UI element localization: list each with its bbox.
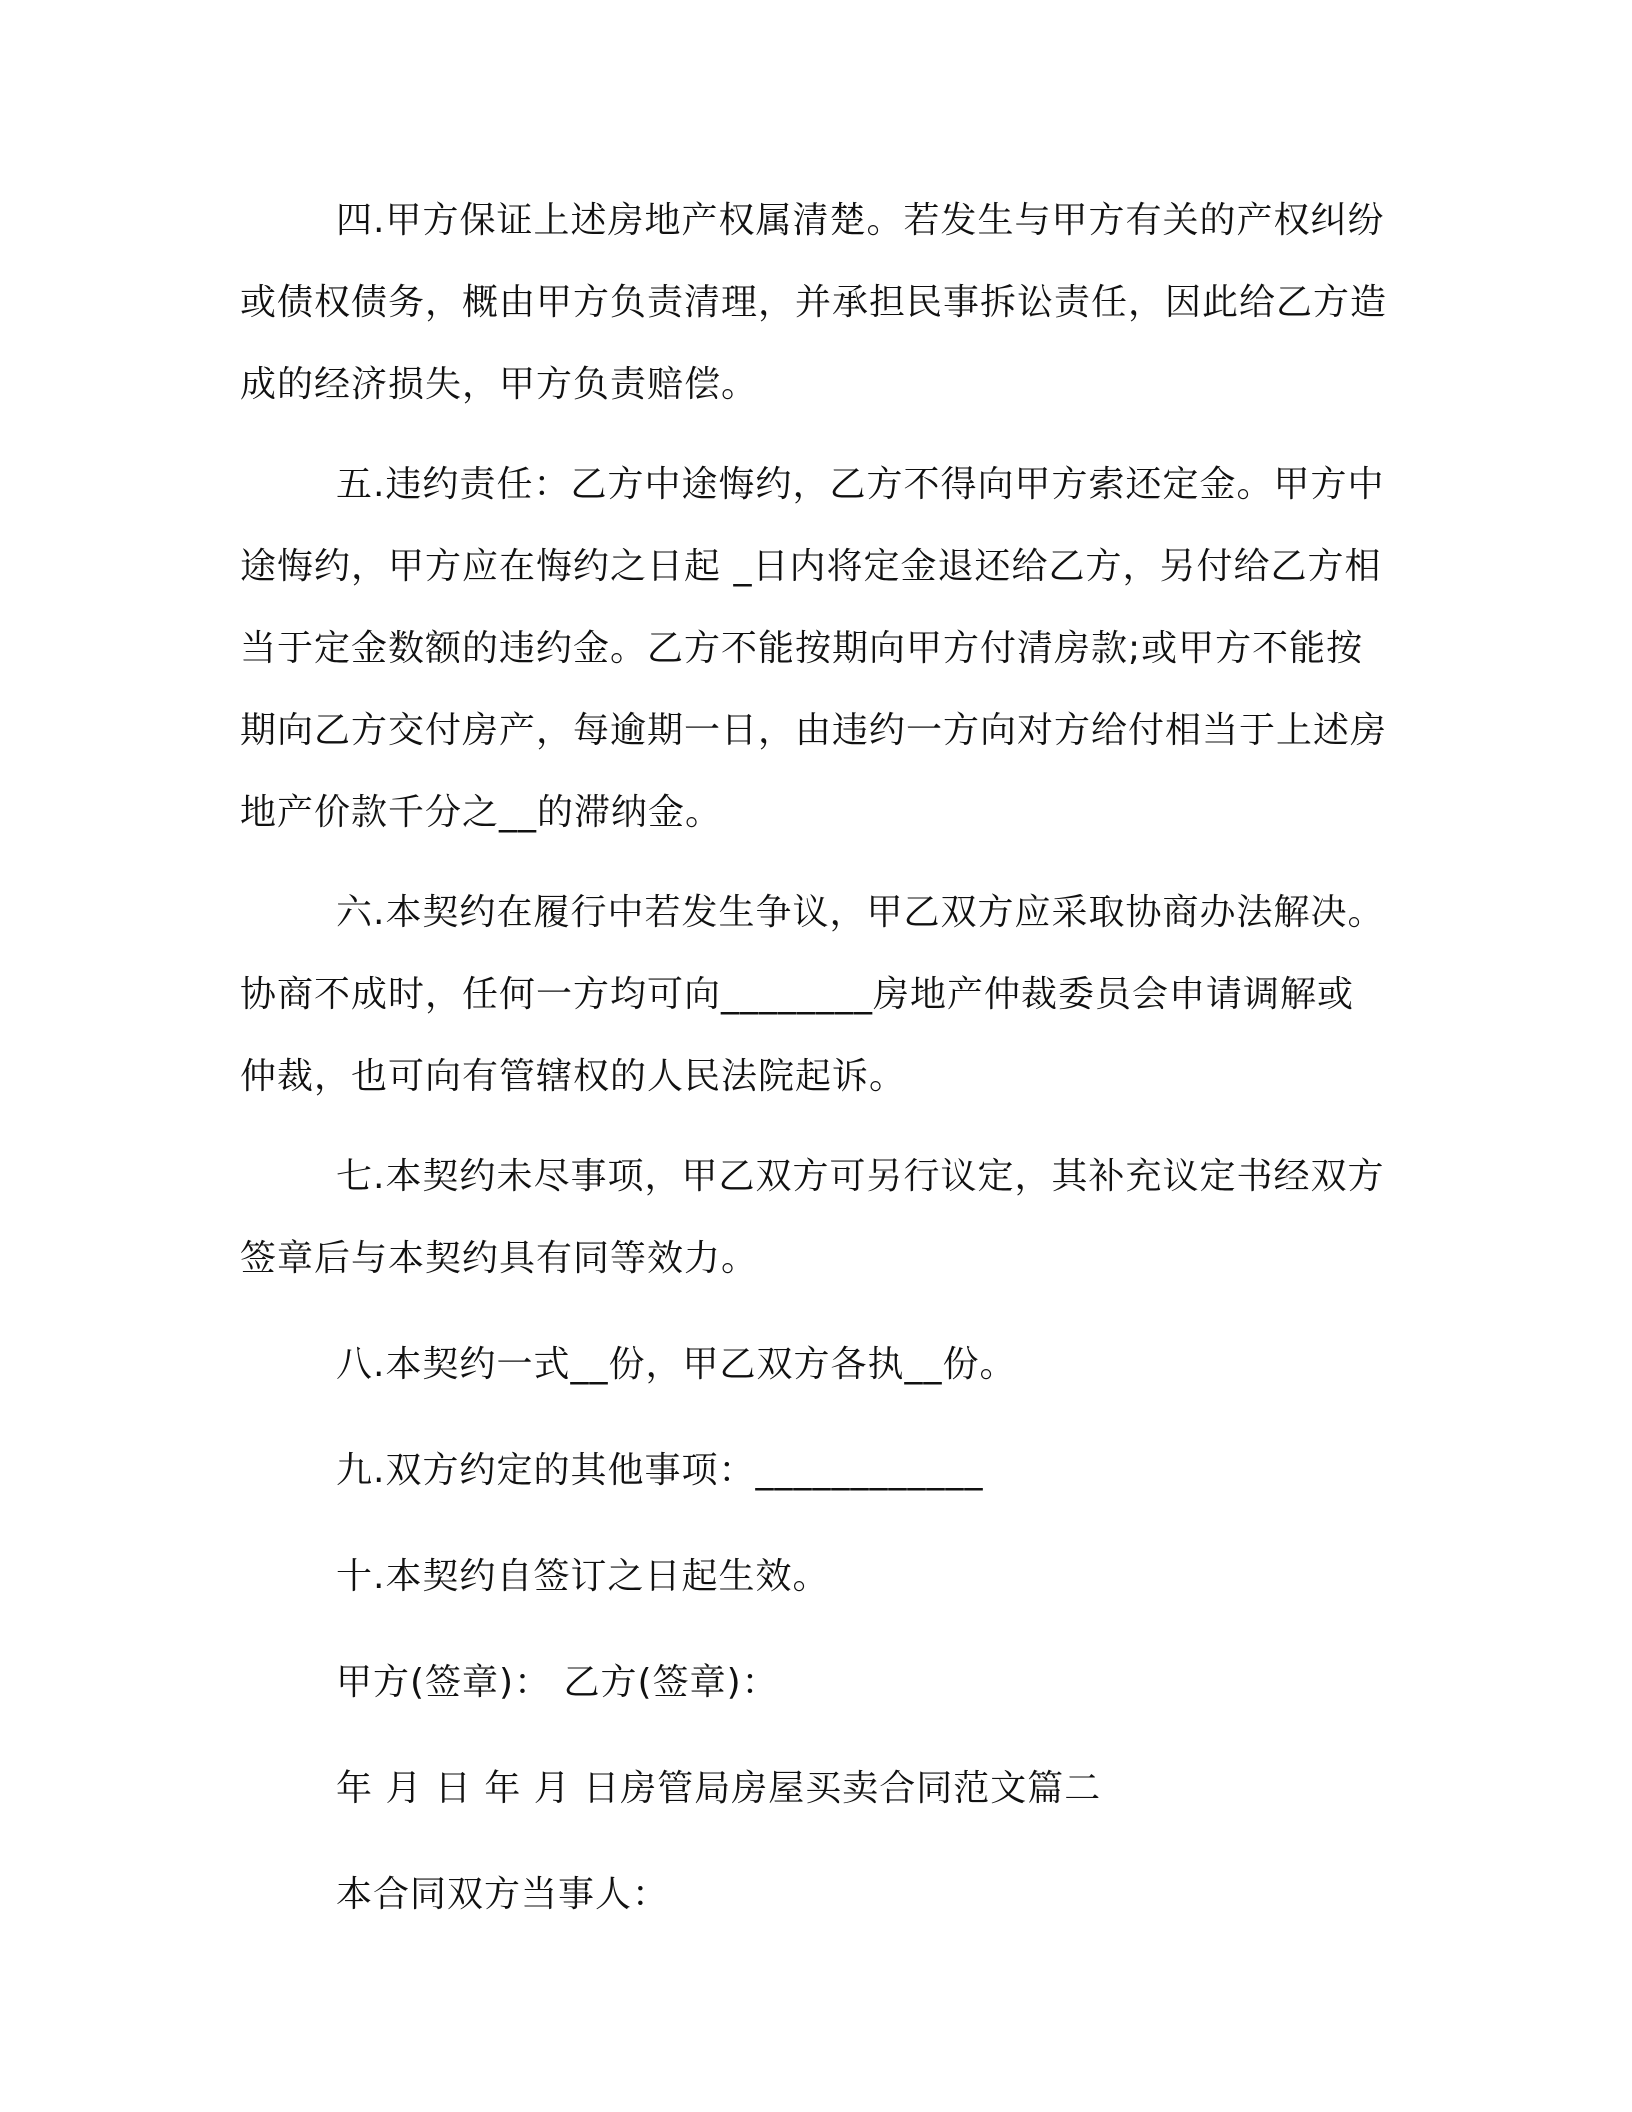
clause-4-paragraph: 四.甲方保证上述房地产权属清楚。若发生与甲方有关的产权纠纷或债权债务，概由甲方负责清理，并承担民事拆讼责任，因此给乙方造成的经济损失，甲方负责赔偿。 (240, 200, 1388, 405)
clause-8-paragraph: 八.本契约一式__份，甲乙双方各执__份。 (336, 1344, 1017, 1385)
parties-intro: 本合同双方当事人： (336, 1874, 670, 1915)
signature-line: 甲方(签章)： 乙方(签章)： (336, 1662, 779, 1703)
clause-9-paragraph: 九.双方约定的其他事项：____________ (336, 1450, 984, 1491)
date-and-section-heading: 年 月 日 年 月 日房管局房屋买卖合同范文篇二 (336, 1768, 1102, 1809)
document-body (240, 180, 1390, 1936)
clause-10-paragraph: 十.本契约自签订之日起生效。 (336, 1556, 830, 1597)
clause-7-paragraph: 七.本契约未尽事项，甲乙双方可另行议定，其补充议定书经双方签章后与本契约具有同等效力。 (240, 1156, 1385, 1279)
clause-6-paragraph: 六.本契约在履行中若发生争议，甲乙双方应采取协商办法解决。协商不成时，任何一方均可向________房地产仲裁委员会申请调解或仲裁，也可向有管辖权的人民法院起诉。 (240, 892, 1385, 1097)
clause-5-paragraph: 五.违约责任：乙方中途悔约，乙方不得向甲方索还定金。甲方中途悔约，甲方应在悔约之日起 _日内将定金退还给乙方，另付给乙方相当于定金数额的违约金。乙方不能按期向甲方付清房款;或甲方不能按期向乙方交付房产，每逾期一日，由违约一方向对方给付相当于上述房地产价款千分之__的滞纳金。 (240, 464, 1388, 833)
